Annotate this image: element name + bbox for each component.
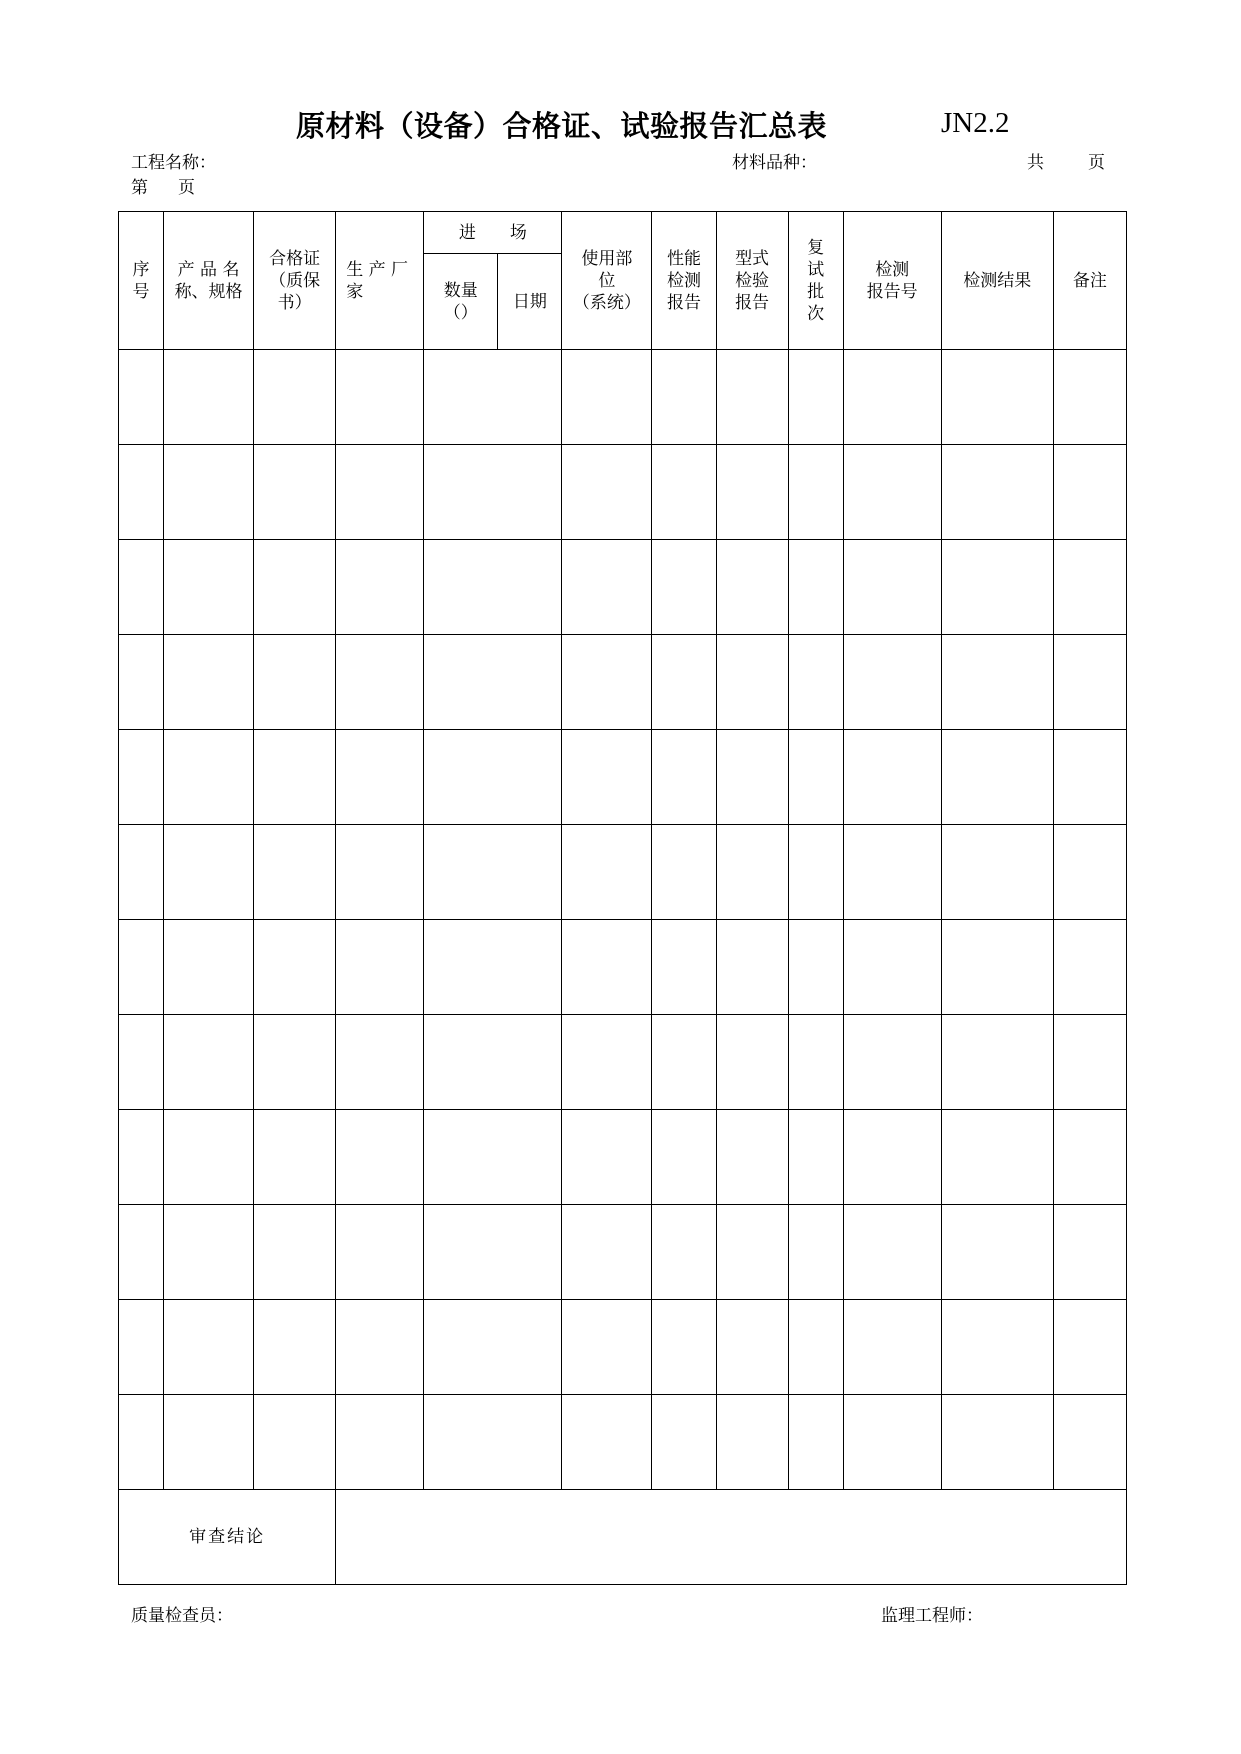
table-cell[interactable] <box>424 350 562 445</box>
table-cell[interactable] <box>652 445 716 540</box>
table-cell[interactable] <box>1053 920 1126 1015</box>
table-cell[interactable] <box>119 1300 164 1395</box>
table-cell[interactable] <box>1053 635 1126 730</box>
col-header-usage: 使用部 位 （系统） <box>562 212 652 350</box>
table-cell[interactable] <box>254 920 336 1015</box>
table-row <box>119 825 1127 920</box>
col-header-performance: 性能 检测 报告 <box>652 212 716 350</box>
table-cell[interactable] <box>562 445 652 540</box>
table-cell[interactable] <box>941 350 1053 445</box>
table-cell[interactable] <box>164 825 254 920</box>
table-cell[interactable] <box>562 1300 652 1395</box>
table-cell[interactable] <box>119 730 164 825</box>
table-cell[interactable] <box>788 825 843 920</box>
table-cell[interactable] <box>562 1395 652 1490</box>
table-cell[interactable] <box>652 540 716 635</box>
table-cell[interactable] <box>716 1300 788 1395</box>
table-cell[interactable] <box>788 920 843 1015</box>
table-cell[interactable] <box>562 825 652 920</box>
table-cell[interactable] <box>164 540 254 635</box>
table-cell[interactable] <box>788 730 843 825</box>
table-cell[interactable] <box>941 540 1053 635</box>
page-unit: 页 <box>178 178 195 198</box>
table-cell[interactable] <box>941 445 1053 540</box>
table-cell[interactable] <box>1053 350 1126 445</box>
project-name-label: 工程名称： <box>131 153 216 173</box>
table-cell[interactable] <box>788 350 843 445</box>
table-cell[interactable] <box>1053 1205 1126 1300</box>
table-cell[interactable] <box>164 1110 254 1205</box>
table-cell[interactable] <box>119 445 164 540</box>
table-row <box>119 1110 1127 1205</box>
table-row <box>119 445 1127 540</box>
table-cell[interactable] <box>336 1205 424 1300</box>
table-cell[interactable] <box>119 920 164 1015</box>
table-cell[interactable] <box>788 1110 843 1205</box>
col-header-result: 检测结果 <box>941 212 1053 350</box>
table-cell[interactable] <box>941 635 1053 730</box>
table-cell[interactable] <box>1053 445 1126 540</box>
table-cell[interactable] <box>652 1300 716 1395</box>
table-cell[interactable] <box>843 1205 941 1300</box>
table-cell[interactable] <box>1053 825 1126 920</box>
form-code: JN2.2 <box>941 107 1010 139</box>
table-cell[interactable] <box>336 920 424 1015</box>
table-cell[interactable] <box>843 920 941 1015</box>
table-cell[interactable] <box>424 1110 562 1205</box>
table-cell[interactable] <box>716 1205 788 1300</box>
summary-table <box>118 211 1127 1585</box>
table-cell[interactable] <box>652 1110 716 1205</box>
table-cell[interactable] <box>254 1110 336 1205</box>
header-row <box>119 212 1127 254</box>
table-cell[interactable] <box>336 730 424 825</box>
table-cell[interactable] <box>119 1395 164 1490</box>
table-cell[interactable] <box>424 730 562 825</box>
table-cell[interactable] <box>652 635 716 730</box>
table-cell[interactable] <box>336 1300 424 1395</box>
table-cell[interactable] <box>788 540 843 635</box>
table-cell[interactable] <box>941 1205 1053 1300</box>
table-cell[interactable] <box>164 920 254 1015</box>
table-cell[interactable] <box>716 540 788 635</box>
table-cell[interactable] <box>424 825 562 920</box>
table-cell[interactable] <box>562 540 652 635</box>
table-cell[interactable] <box>843 1015 941 1110</box>
material-type-label: 材料品种： <box>732 153 817 173</box>
col-header-entry: 进 场 <box>424 212 562 254</box>
conclusion-field[interactable] <box>336 1490 1127 1585</box>
table-cell[interactable] <box>254 635 336 730</box>
col-header-date: 日期 <box>498 254 562 350</box>
table-cell[interactable] <box>164 1300 254 1395</box>
col-header-remark: 备注 <box>1053 212 1126 350</box>
col-header-seq: 序 号 <box>119 212 164 350</box>
table-cell[interactable] <box>424 920 562 1015</box>
table-row <box>119 540 1127 635</box>
table-cell[interactable] <box>788 1015 843 1110</box>
table-cell[interactable] <box>716 730 788 825</box>
table-cell[interactable] <box>716 1015 788 1110</box>
table-cell[interactable] <box>254 350 336 445</box>
table-cell[interactable] <box>254 1015 336 1110</box>
table-cell[interactable] <box>716 635 788 730</box>
table-cell[interactable] <box>1053 730 1126 825</box>
table-cell[interactable] <box>941 1300 1053 1395</box>
col-header-product: 产 品 名 称、规格 <box>164 212 254 350</box>
total-label: 共 <box>1027 153 1044 173</box>
table-cell[interactable] <box>941 1110 1053 1205</box>
conclusion-row <box>119 1490 1127 1585</box>
table-cell[interactable] <box>254 1300 336 1395</box>
table-cell[interactable] <box>336 445 424 540</box>
table-cell[interactable] <box>562 1015 652 1110</box>
table-cell[interactable] <box>652 730 716 825</box>
table-cell[interactable] <box>119 1015 164 1110</box>
table-cell[interactable] <box>1053 1015 1126 1110</box>
table-cell[interactable] <box>424 1205 562 1300</box>
table-cell[interactable] <box>562 635 652 730</box>
total-pages-label <box>1027 148 1105 173</box>
quality-inspector-label: 质量检查员： <box>131 1606 233 1626</box>
table-cell[interactable] <box>336 1110 424 1205</box>
table-cell[interactable] <box>119 1205 164 1300</box>
table-cell[interactable] <box>941 1395 1053 1490</box>
table-cell[interactable] <box>164 1205 254 1300</box>
col-header-type-test: 型式 检验 报告 <box>716 212 788 350</box>
table-cell[interactable] <box>254 445 336 540</box>
table-cell[interactable] <box>164 1395 254 1490</box>
table-cell[interactable] <box>652 1395 716 1490</box>
table-cell[interactable] <box>254 730 336 825</box>
table-cell[interactable] <box>254 1395 336 1490</box>
col-header-certificate: 合格证 （质保 书） <box>254 212 336 350</box>
table-cell[interactable] <box>119 350 164 445</box>
table-cell[interactable] <box>254 540 336 635</box>
table-cell[interactable] <box>652 825 716 920</box>
table-row <box>119 635 1127 730</box>
table-row <box>119 1300 1127 1395</box>
table-cell[interactable] <box>336 350 424 445</box>
table-cell[interactable] <box>164 445 254 540</box>
table-cell[interactable] <box>843 1300 941 1395</box>
table-cell[interactable] <box>119 635 164 730</box>
table-cell[interactable] <box>1053 1110 1126 1205</box>
table-row <box>119 1015 1127 1110</box>
table-row <box>119 920 1127 1015</box>
col-header-retest: 复 试 批 次 <box>788 212 843 350</box>
table-cell[interactable] <box>941 825 1053 920</box>
table-cell[interactable] <box>119 540 164 635</box>
table-cell[interactable] <box>336 540 424 635</box>
table-cell[interactable] <box>562 1110 652 1205</box>
table-cell[interactable] <box>164 730 254 825</box>
table-cell[interactable] <box>424 1015 562 1110</box>
table-cell[interactable] <box>652 1205 716 1300</box>
table-cell[interactable] <box>164 635 254 730</box>
form-title: 原材料（设备）合格证、试验报告汇总表 <box>296 109 828 143</box>
table-cell[interactable] <box>716 1395 788 1490</box>
table-cell[interactable] <box>788 1205 843 1300</box>
table-cell[interactable] <box>843 540 941 635</box>
table-cell[interactable] <box>1053 1300 1126 1395</box>
supervising-engineer-label: 监理工程师： <box>881 1606 983 1626</box>
table-cell[interactable] <box>788 1395 843 1490</box>
table-row <box>119 730 1127 825</box>
table-cell[interactable] <box>716 350 788 445</box>
table-cell[interactable] <box>788 445 843 540</box>
table-cell[interactable] <box>716 920 788 1015</box>
table-cell[interactable] <box>336 825 424 920</box>
table-cell[interactable] <box>336 635 424 730</box>
table-cell[interactable] <box>843 445 941 540</box>
total-page-unit: 页 <box>1088 153 1105 173</box>
table-cell[interactable] <box>652 920 716 1015</box>
table-cell[interactable] <box>424 1300 562 1395</box>
table-cell[interactable] <box>843 1110 941 1205</box>
table-cell[interactable] <box>716 825 788 920</box>
col-header-report-no: 检测 报告号 <box>843 212 941 350</box>
page-number-label <box>131 173 195 198</box>
table-cell[interactable] <box>788 635 843 730</box>
table-cell[interactable] <box>254 1205 336 1300</box>
table-cell[interactable] <box>716 445 788 540</box>
table-cell[interactable] <box>843 730 941 825</box>
table-cell[interactable] <box>1053 1395 1126 1490</box>
table-cell[interactable] <box>843 635 941 730</box>
table-cell[interactable] <box>336 1015 424 1110</box>
col-header-manufacturer: 生 产 厂 家 <box>336 212 424 350</box>
table-cell[interactable] <box>254 825 336 920</box>
table-cell[interactable] <box>424 1395 562 1490</box>
table-cell[interactable] <box>941 920 1053 1015</box>
table-cell[interactable] <box>119 1110 164 1205</box>
table-row <box>119 1205 1127 1300</box>
table-cell[interactable] <box>843 1395 941 1490</box>
table-cell[interactable] <box>652 350 716 445</box>
table-cell[interactable] <box>562 1205 652 1300</box>
table-cell[interactable] <box>562 350 652 445</box>
table-cell[interactable] <box>941 730 1053 825</box>
table-cell[interactable] <box>164 350 254 445</box>
table-cell[interactable] <box>562 920 652 1015</box>
table-cell[interactable] <box>716 1110 788 1205</box>
table-cell[interactable] <box>1053 540 1126 635</box>
conclusion-label: 审查结论 <box>119 1490 336 1585</box>
table-row <box>119 1395 1127 1490</box>
table-cell[interactable] <box>424 635 562 730</box>
col-header-quantity: 数量 （） <box>424 254 498 350</box>
table-row <box>119 350 1127 445</box>
table-cell[interactable] <box>562 730 652 825</box>
table-cell[interactable] <box>164 1015 254 1110</box>
table-cell[interactable] <box>336 1395 424 1490</box>
table-cell[interactable] <box>652 1015 716 1110</box>
table-cell[interactable] <box>788 1300 843 1395</box>
table-cell[interactable] <box>119 825 164 920</box>
page-label: 第 <box>131 178 148 198</box>
table-cell[interactable] <box>843 350 941 445</box>
table-cell[interactable] <box>941 1015 1053 1110</box>
table-cell[interactable] <box>843 825 941 920</box>
table-cell[interactable] <box>424 540 562 635</box>
table-cell[interactable] <box>424 445 562 540</box>
